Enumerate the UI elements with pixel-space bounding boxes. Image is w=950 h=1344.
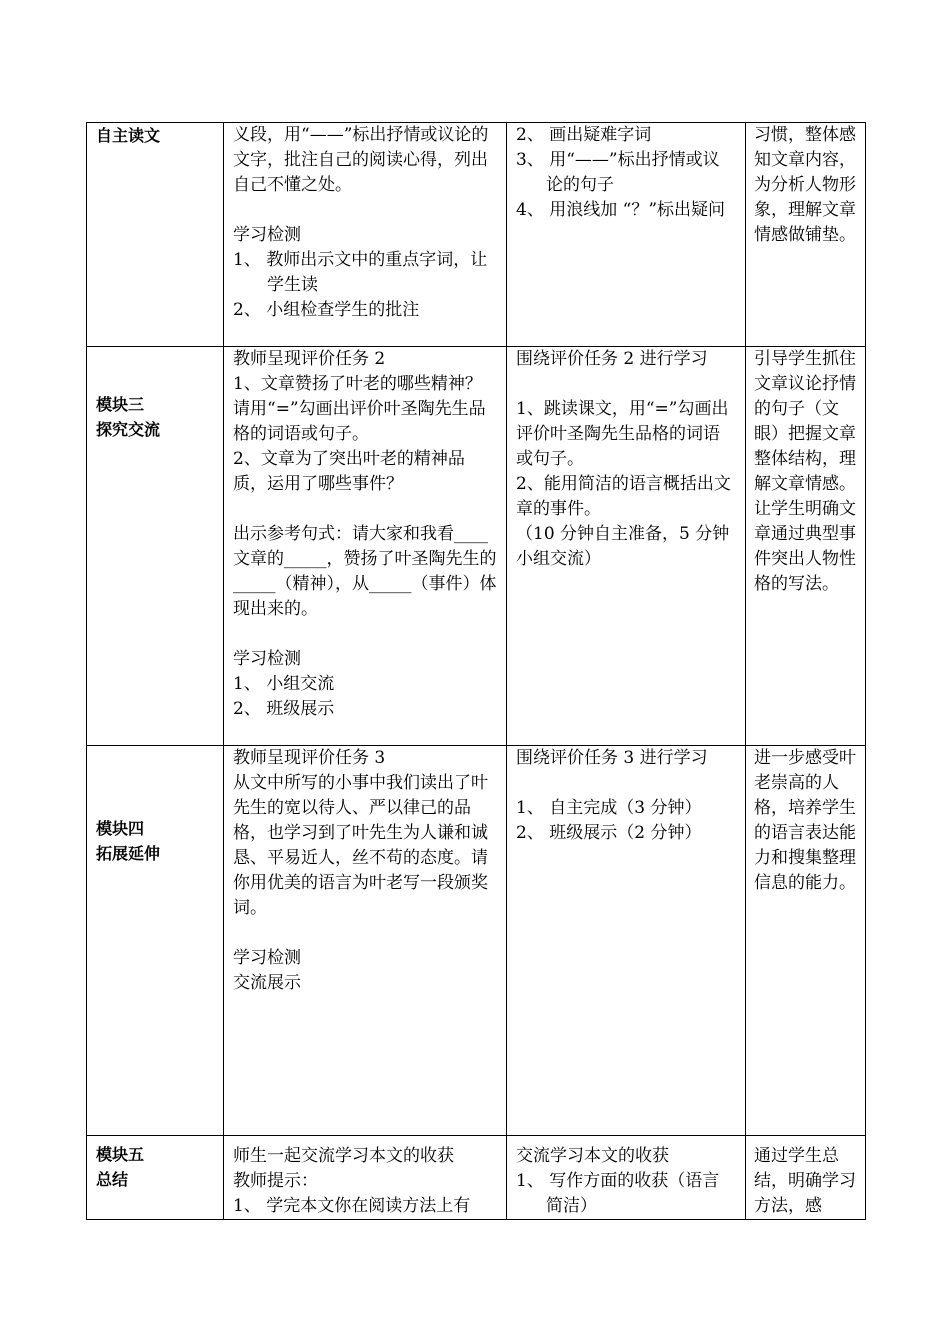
- design-intent: 进一步感受叶老崇高的人格，培养学生的语言表达能力和搜集整理信息的能力。: [754, 748, 856, 893]
- student-item: 3、 用“——”标出抒情或议论的句子: [516, 150, 720, 195]
- teacher-activity-cell: [224, 347, 507, 746]
- teacher-line: 师生一起交流学习本文的收获: [233, 1146, 454, 1166]
- student-item: 4、 用浪线加 “？”标出疑问: [516, 200, 726, 220]
- teacher-line: 教师提示：: [233, 1171, 318, 1191]
- student-line: 交流学习本文的收获: [516, 1146, 669, 1166]
- module-cell: [87, 347, 224, 746]
- table-row: [87, 123, 866, 347]
- design-intent-cell: [746, 1136, 866, 1220]
- table-row: [87, 1136, 866, 1220]
- module-label: 拓展延伸: [96, 844, 161, 863]
- task-title: 围绕评价任务 2 进行学习: [516, 349, 708, 369]
- teacher-intro: 义段，用“——”标出抒情或议论的文字，批注自己的阅读心得，列出自己不懂之处。: [233, 125, 489, 195]
- check-item: 1、 教师出示文中的重点字词，让学生读: [233, 250, 488, 295]
- design-intent-cell: [746, 123, 866, 347]
- student-step: 1、跳读课文，用“=”勾画出评价叶圣陶先生品格的词语或句子。: [516, 399, 729, 469]
- module-label: 自主读文: [96, 126, 161, 145]
- design-intent: 通过学生总结，明确学习方法，感: [754, 1146, 856, 1216]
- sentence-pattern-hint: 出示参考句式：请大家和我看____文章的_____，赞扬了叶圣陶先生的_____（精神），从_____（事件）体现出来的。: [233, 524, 497, 619]
- student-activity-cell: [507, 746, 746, 1136]
- module-label: 探究交流: [96, 420, 161, 439]
- task-title: 教师呈现评价任务 3: [233, 748, 386, 768]
- teacher-activity-cell: [224, 123, 507, 347]
- student-item: 2、 班级展示（2 分钟）: [516, 823, 702, 843]
- lesson-plan-table: [86, 122, 866, 1220]
- module-cell: [87, 746, 224, 1136]
- teacher-activity-cell: [224, 1136, 507, 1220]
- module-label: 模块三: [96, 395, 145, 414]
- student-item: 1、 自主完成（3 分钟）: [516, 798, 702, 818]
- task-body: 从文中所写的小事中我们读出了叶先生的宽以待人、严以律己的品格，也学习到了叶先生为人谦和诚恳、平易近人，丝不苟的态度。请你用优美的语言为叶老写一段颁奖词。: [233, 773, 488, 918]
- student-item: 1、 写作方面的收获（语言简洁）: [516, 1171, 720, 1216]
- question: 2、文章为了突出叶老的精神品质，运用了哪些事件？: [233, 449, 465, 494]
- module-cell: [87, 1136, 224, 1220]
- teacher-activity-cell: [224, 746, 507, 1136]
- student-activity-cell: [507, 123, 746, 347]
- time-note: （10 分钟自主准备，5 分钟小组交流）: [516, 524, 730, 569]
- check-title: 学习检测: [233, 649, 301, 669]
- design-intent: 习惯，整体感知文章内容，为分析人物形象，理解文章情感做铺垫。: [754, 125, 856, 245]
- table-row: [87, 347, 866, 746]
- task-title: 围绕评价任务 3 进行学习: [516, 748, 708, 768]
- teacher-line: 1、 学完本文你在阅读方法上有: [233, 1196, 471, 1216]
- check-item: 2、 小组检查学生的批注: [233, 300, 420, 320]
- question: 1、文章赞扬了叶老的哪些精神？请用“=”勾画出评价叶圣陶先生品格的词语或句子。: [233, 374, 486, 444]
- check-item: 1、 小组交流: [233, 674, 335, 694]
- module-cell: [87, 123, 224, 347]
- task-title: 教师呈现评价任务 2: [233, 349, 386, 369]
- design-intent-cell: [746, 746, 866, 1136]
- check-title: 学习检测: [233, 948, 301, 968]
- module-label: 模块五: [96, 1145, 145, 1164]
- student-step: 2、能用简洁的语言概括出文章的事件。: [516, 474, 731, 519]
- check-item: 交流展示: [233, 973, 301, 993]
- design-intent: 引导学生抓住文章议论抒情的句子（文眼）把握文章整体结构，理解文章情感。让学生明确文章通过典型事件突出人物性格的写法。: [754, 349, 856, 594]
- student-activity-cell: [507, 347, 746, 746]
- check-title: 学习检测: [233, 225, 301, 245]
- module-label: 模块四: [96, 819, 145, 838]
- student-item: 2、 画出疑难字词: [516, 125, 652, 145]
- design-intent-cell: [746, 347, 866, 746]
- table-row: [87, 746, 866, 1136]
- student-activity-cell: [507, 1136, 746, 1220]
- check-item: 2、 班级展示: [233, 699, 335, 719]
- module-label: 总结: [96, 1170, 129, 1189]
